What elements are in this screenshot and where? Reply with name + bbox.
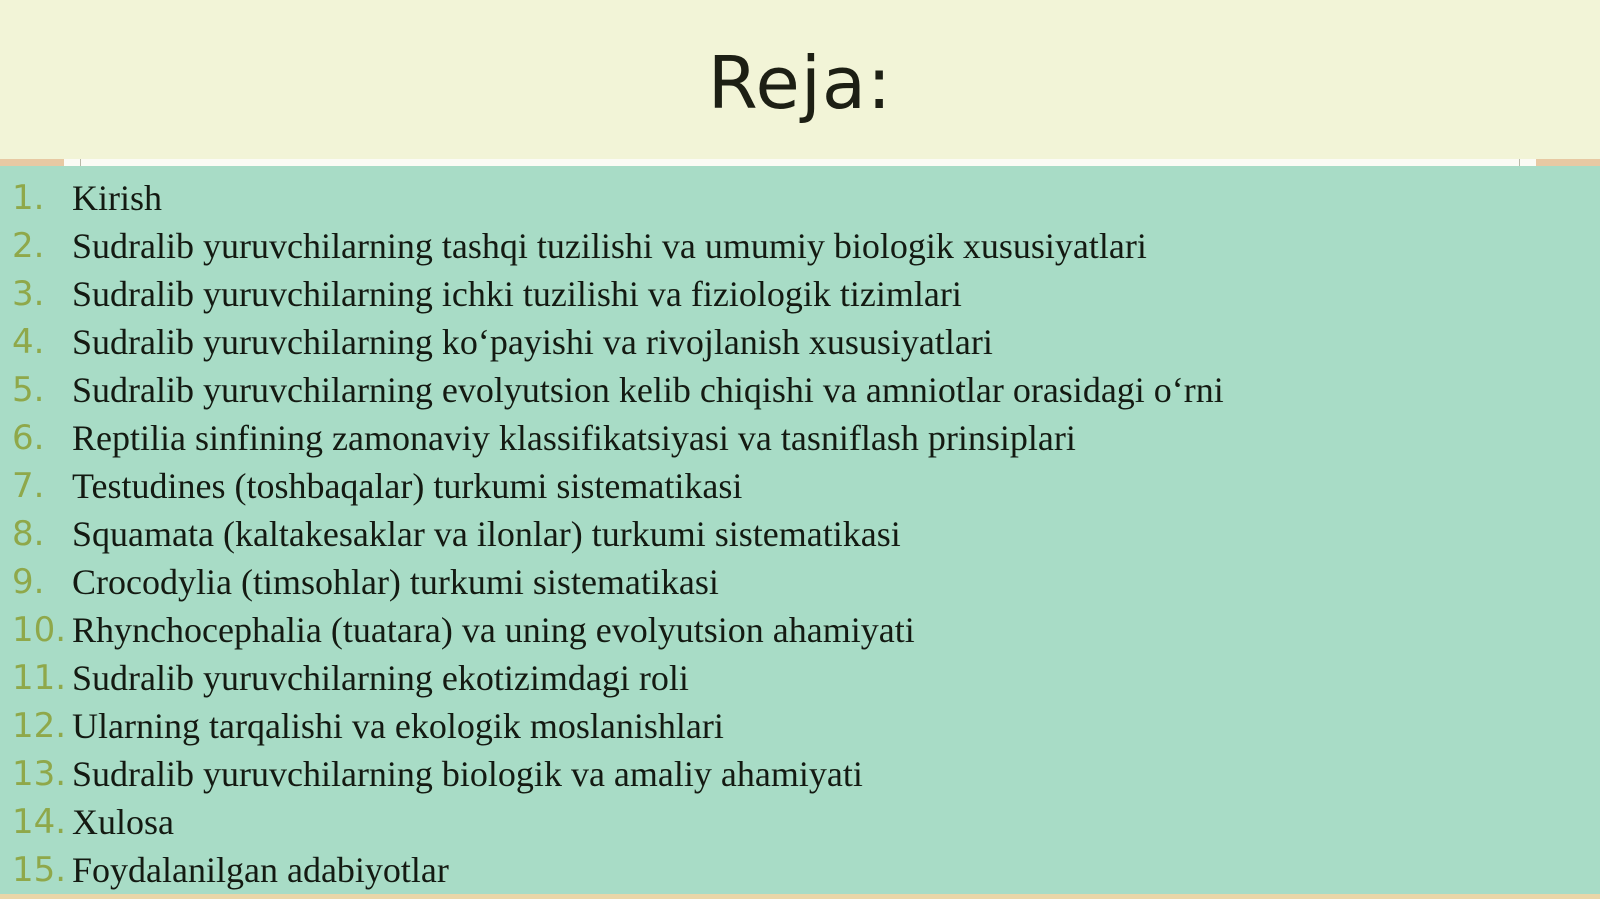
- plan-item: [0, 750, 1600, 798]
- bottom-strip: [0, 894, 1600, 899]
- plan-item-number: 13.: [12, 754, 67, 794]
- plan-item-number: 14.: [12, 802, 67, 842]
- plan-item-number: 6.: [12, 418, 45, 458]
- title-divider: [64, 159, 1536, 166]
- plan-item-text: Reptilia sinfining zamonaviy klassifikatsiyasi va tasniflash prinsiplari: [72, 418, 1076, 458]
- plan-item-number: 2.: [12, 226, 45, 266]
- plan-item-text: Sudralib yuruvchilarning ko‘payishi va rivojlanish xususiyatlari: [72, 322, 993, 362]
- plan-item: [0, 366, 1600, 414]
- plan-item-text: Sudralib yuruvchilarning biologik va amaliy ahamiyati: [72, 754, 863, 794]
- plan-item-number: 11.: [12, 658, 67, 698]
- plan-item: [0, 222, 1600, 270]
- plan-item: [0, 798, 1600, 846]
- plan-item-text: Ularning tarqalishi va ekologik moslanishlari: [72, 706, 724, 746]
- plan-item: [0, 318, 1600, 366]
- plan-item: [0, 702, 1600, 750]
- plan-item: [0, 558, 1600, 606]
- plan-item-number: 5.: [12, 370, 45, 410]
- plan-item: [0, 654, 1600, 702]
- plan-item-number: 9.: [12, 562, 45, 602]
- plan-item-number: 4.: [12, 322, 45, 362]
- plan-item: [0, 462, 1600, 510]
- plan-item-number: 12.: [12, 706, 67, 746]
- plan-item-number: 15.: [12, 850, 67, 890]
- plan-list: [0, 174, 1600, 894]
- plan-item-text: Foydalanilgan adabiyotlar: [72, 850, 449, 890]
- plan-item-number: 1.: [12, 178, 45, 218]
- plan-item: [0, 414, 1600, 462]
- plan-item-text: Testudines (toshbaqalar) turkumi sistematikasi: [72, 466, 743, 506]
- plan-item: [0, 270, 1600, 318]
- plan-item-number: 8.: [12, 514, 45, 554]
- plan-item-number: 10.: [12, 610, 67, 650]
- plan-item-text: Sudralib yuruvchilarning tashqi tuzilishi va umumiy biologik xususiyatlari: [72, 226, 1147, 266]
- plan-item-text: Kirish: [72, 178, 162, 218]
- plan-item-text: Sudralib yuruvchilarning evolyutsion kelib chiqishi va amniotlar orasidagi o‘rni: [72, 370, 1224, 410]
- plan-item-number: 3.: [12, 274, 45, 314]
- plan-item-text: Crocodylia (timsohlar) turkumi sistematikasi: [72, 562, 719, 602]
- slide-title: Reja:: [707, 41, 893, 125]
- plan-item: [0, 846, 1600, 894]
- plan-item-text: Rhynchocephalia (tuatara) va uning evolyutsion ahamiyati: [72, 610, 915, 650]
- plan-item-text: Squamata (kaltakesaklar va ilonlar) turkumi sistematikasi: [72, 514, 901, 554]
- plan-item: [0, 174, 1600, 222]
- plan-item: [0, 510, 1600, 558]
- plan-item-text: Sudralib yuruvchilarning ekotizimdagi roli: [72, 658, 689, 698]
- plan-item-number: 7.: [12, 466, 45, 506]
- plan-item-text: Sudralib yuruvchilarning ichki tuzilishi va fiziologik tizimlari: [72, 274, 962, 314]
- plan-item: [0, 606, 1600, 654]
- plan-item-text: Xulosa: [72, 802, 174, 842]
